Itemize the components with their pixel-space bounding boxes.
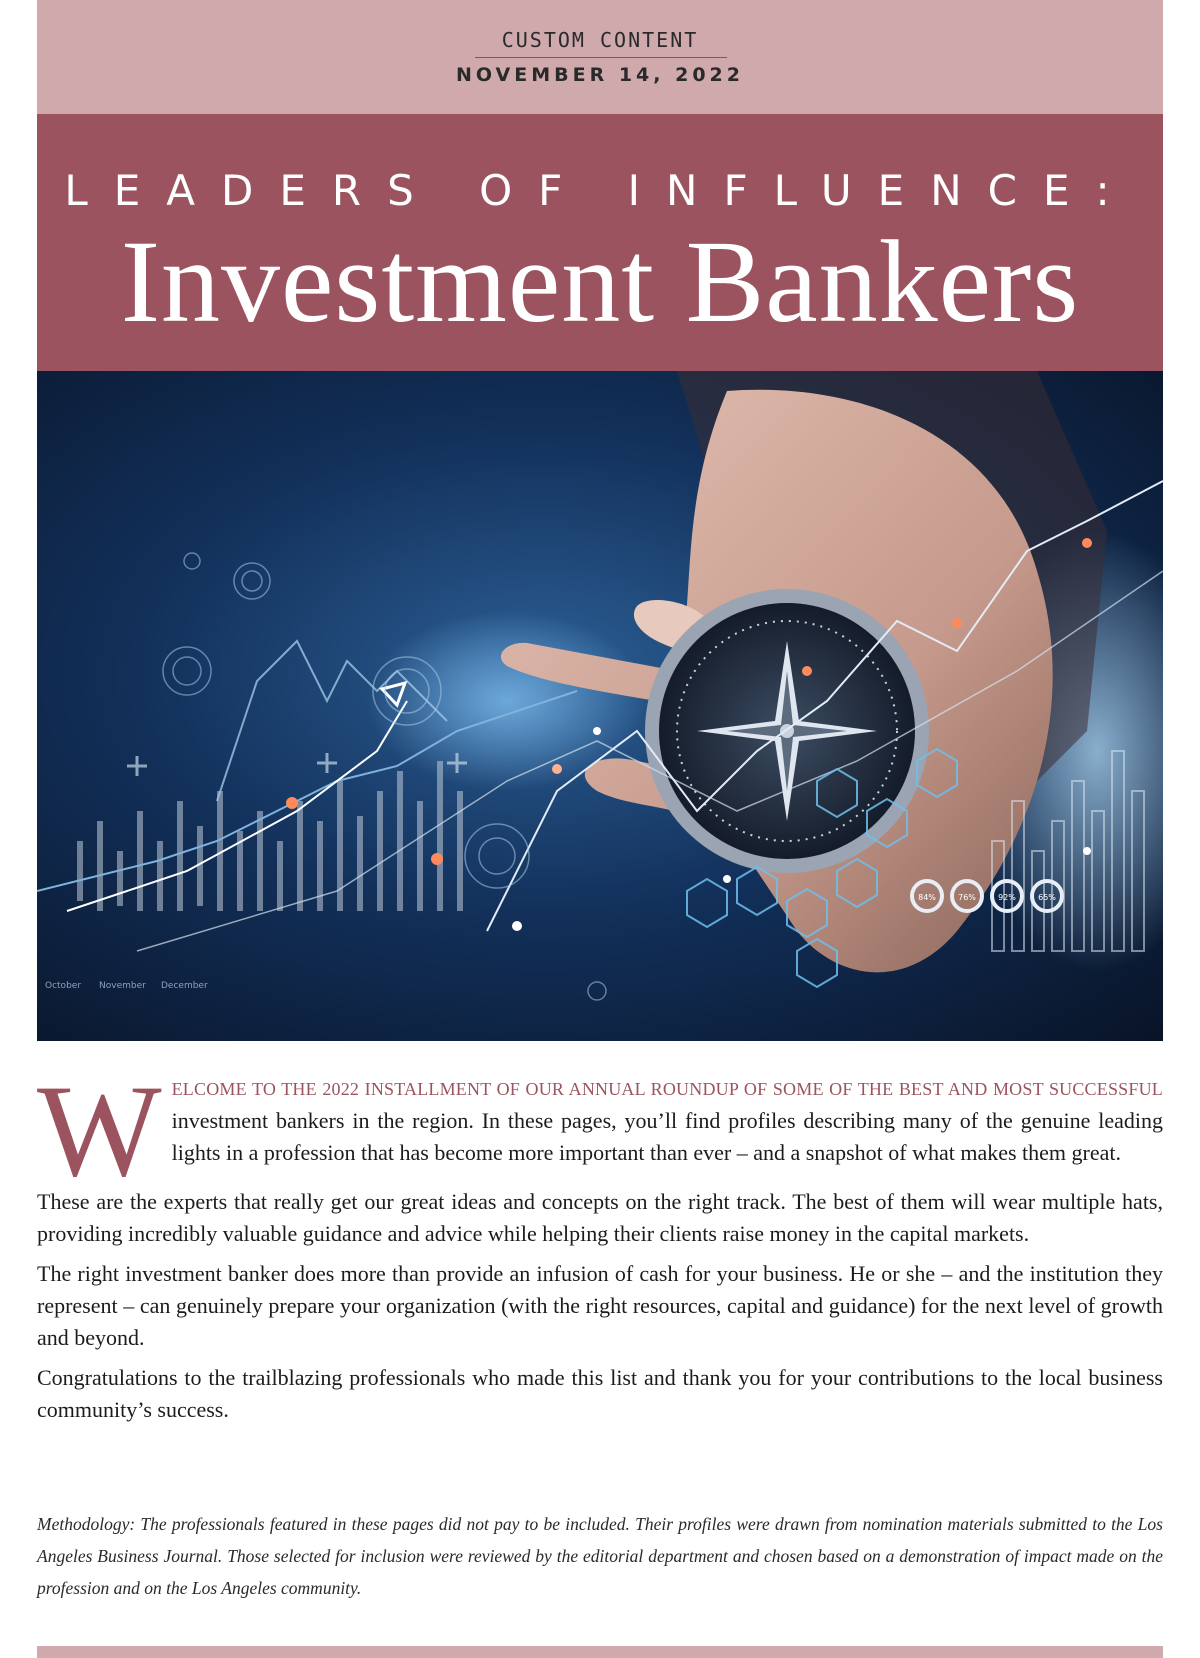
section-kicker: CUSTOM CONTENT [501,28,699,52]
page-title: Investment Bankers [120,216,1080,347]
axis-label-october: October [45,981,82,991]
title-band [37,114,1163,371]
lead-paragraph [37,1057,1163,1204]
gauge-label-4: 65% [1038,893,1056,902]
paragraph-3: The right investment banker does more than provide an infusion of cash for your business. He or she – and the institution they represent – can genuinely prepare your organization (with the right resources, capital and guidance) for the next level of growth and beyond. [37,1261,1163,1350]
axis-label-november: November [99,981,146,991]
drop-cap: W [37,1057,162,1204]
hero-image [37,371,1163,1041]
paragraph-2: These are the experts that really get our great ideas and concepts on the right track. The best of them will wear multiple hats, providing incredibly valuable guidance and advice while helping their clients raise money in the capital markets. [37,1189,1163,1246]
paragraph-4: Congratulations to the trailblazing professionals who made this list and thank you for your contributions to the local business community’s success. [37,1365,1163,1422]
hero-illustration [37,371,1163,1041]
page [37,0,1163,1658]
methodology-note: Methodology: The professionals featured in these pages did not pay to be included. Their profiles were drawn from nomination materials submitted to the Los Angeles Business Journal. Those selected for inclusion were reviewed by the editorial department and chosen based on a demonstration of impact made on the profession and on the Los Angeles community. [37,1514,1163,1598]
lead-in-caps: ELCOME TO THE 2022 INSTALLMENT OF OUR ANNUAL ROUNDUP OF SOME OF THE BEST AND MOST SUCCESSFUL [171,1079,1163,1099]
kicker-divider [475,57,727,58]
footer-bar [37,1646,1163,1658]
gauge-label-3: 92% [998,893,1016,902]
lead-in-text: investment bankers in the region. In these pages, you’ll find profiles describing many of the genuine leading lights in a profession that has become more important than ever – and a snapshot of what makes them great. [171,1108,1163,1165]
article-body [37,1057,1163,1434]
issue-date: NOVEMBER 14, 2022 [456,64,744,86]
header-band [37,0,1163,114]
title-kicker: LEADERS OF INFLUENCE: [64,166,1136,215]
gauge-label-1: 84% [918,893,936,902]
gauge-label-2: 76% [958,893,976,902]
axis-label-december: December [161,981,208,991]
